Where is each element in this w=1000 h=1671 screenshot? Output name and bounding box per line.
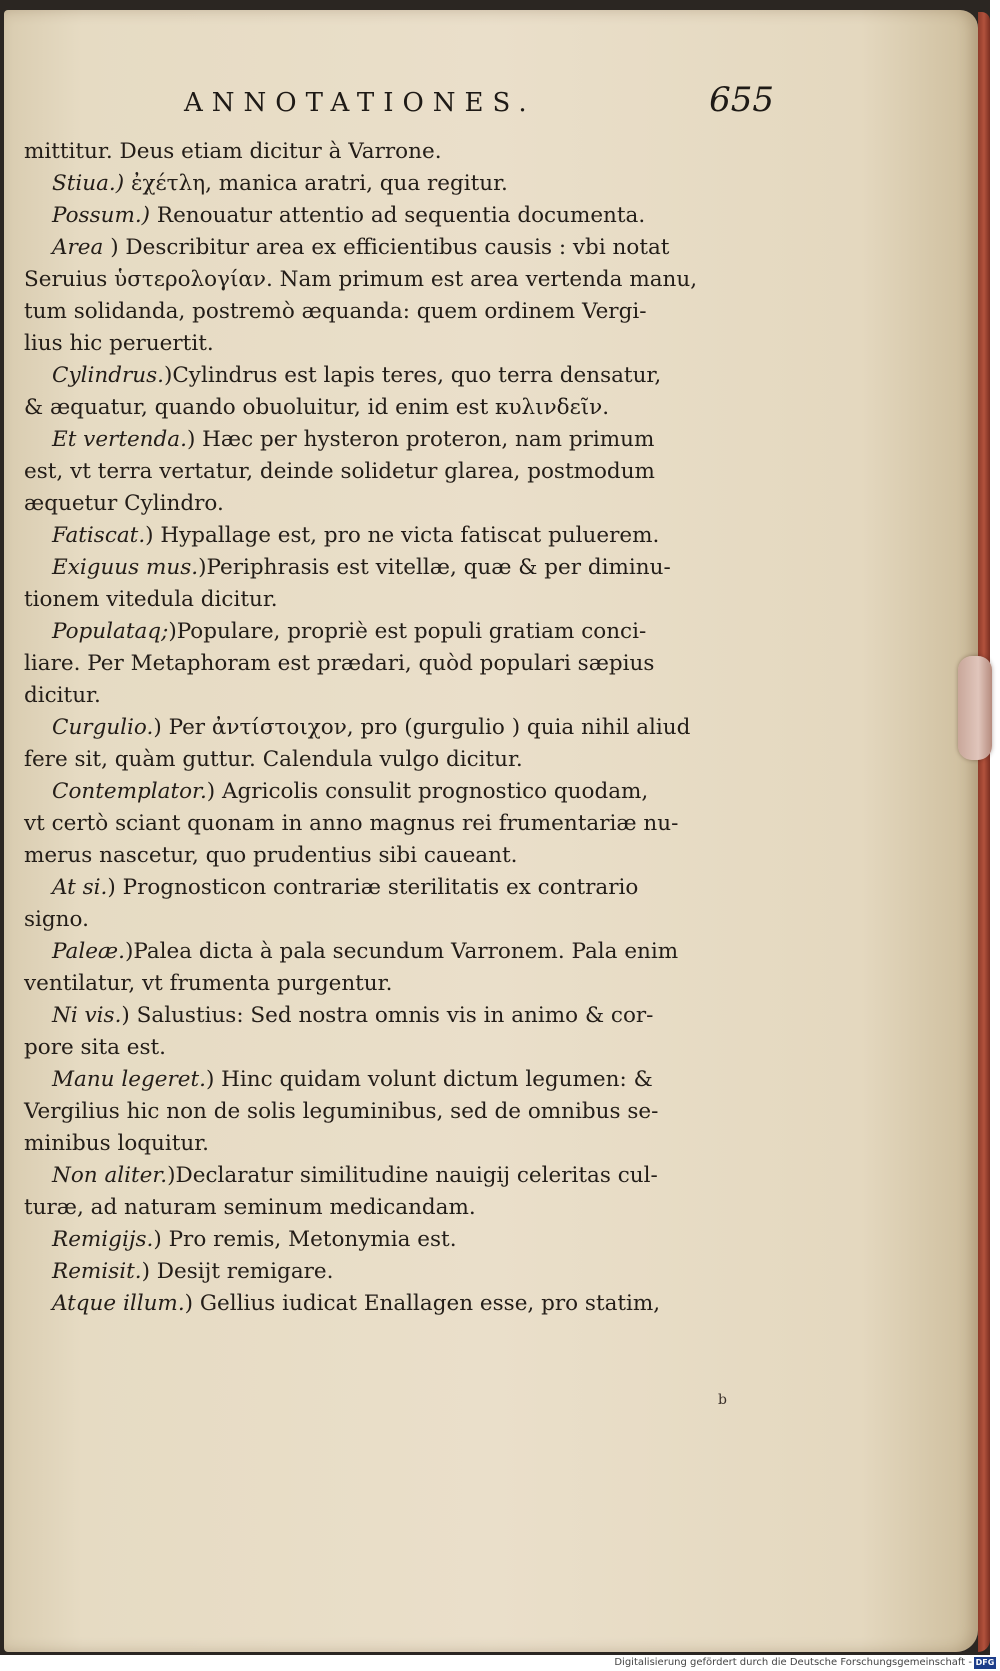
dfg-logo: DFG — [975, 1658, 995, 1667]
line-text: dicitur. — [24, 683, 101, 708]
lemma: Exiguus mus. — [52, 555, 199, 580]
text-line — [24, 968, 784, 1000]
line-text: ) Describitur area ex efficientibus causis : vbi notat — [103, 235, 670, 260]
text-line — [24, 744, 784, 776]
line-text: mittitur. Deus etiam dicitur à Varrone. — [24, 139, 442, 164]
lemma: Contemplator. — [52, 779, 207, 804]
text-line — [24, 552, 784, 584]
text-line — [24, 328, 784, 360]
line-text: ) Pro remis, Metonymia est. — [153, 1227, 457, 1252]
text-line — [24, 296, 784, 328]
line-text: ) Hæc per hysteron proteron, nam primum — [186, 427, 655, 452]
text-line — [24, 1064, 784, 1096]
signature-mark: b — [718, 1392, 727, 1408]
line-text: )Cylindrus est lapis teres, quo terra densatur, — [163, 363, 662, 388]
line-text: ) Hinc quidam volunt dictum legumen: & — [205, 1067, 653, 1092]
text-line — [24, 1032, 784, 1064]
text-line — [24, 1224, 784, 1256]
text-line — [24, 840, 784, 872]
line-text: ) Hypallage est, pro ne victa fatiscat puluerem. — [145, 523, 660, 548]
line-text: fere sit, quàm guttur. Calendula vulgo dicitur. — [24, 747, 523, 772]
lemma: Area — [52, 235, 104, 260]
line-text: tum solidanda, postremò æquanda: quem ordinem Vergi- — [24, 299, 647, 324]
line-text: ventilatur, vt frumenta purgentur. — [24, 971, 393, 996]
line-text: vt certò sciant quonam in anno magnus rei frumentariæ nu- — [24, 811, 679, 836]
line-text: ) Agricolis consulit prognostico quodam, — [206, 779, 649, 804]
text-line — [24, 232, 784, 264]
line-text: ) Prognosticon contrariæ sterilitatis ex contrario — [107, 875, 639, 900]
text-line — [24, 488, 784, 520]
thumb-tab — [958, 656, 992, 760]
book-fore-edge — [978, 12, 990, 1652]
line-text: ) Desijt remigare. — [141, 1259, 334, 1284]
text-line — [24, 680, 784, 712]
lemma: Et vertenda. — [52, 427, 187, 452]
text-line — [24, 1096, 784, 1128]
line-text: tionem vitedula dicitur. — [24, 587, 278, 612]
text-line — [24, 456, 784, 488]
line-text: Renouatur attentio ad sequentia documenta. — [150, 203, 646, 228]
page-number: 655 — [709, 80, 774, 120]
lemma: At si. — [52, 875, 108, 900]
line-text: minibus loquitur. — [24, 1131, 210, 1156]
line-text: merus nascetur, quo prudentius sibi caueant. — [24, 843, 518, 868]
line-text: est, vt terra vertatur, deinde solidetur glarea, postmodum — [24, 459, 655, 484]
lemma: Cylindrus. — [52, 363, 164, 388]
line-text: ) Per ἀντίστοιχον, pro (gurgulio ) quia nihil aliud — [153, 715, 691, 740]
text-line — [24, 808, 784, 840]
page-header — [184, 80, 774, 130]
lemma: Non aliter. — [52, 1163, 168, 1188]
text-line — [24, 264, 784, 296]
line-text: pore sita est. — [24, 1035, 166, 1060]
lemma: Atque illum. — [52, 1291, 185, 1316]
line-text: Vergilius hic non de solis leguminibus, sed de omnibus se- — [24, 1099, 659, 1124]
text-line — [24, 1000, 784, 1032]
text-line — [24, 520, 784, 552]
text-line — [24, 904, 784, 936]
book-page — [4, 10, 978, 1652]
lemma: Manu legeret. — [52, 1067, 206, 1092]
text-line — [24, 136, 784, 168]
text-line — [24, 712, 784, 744]
text-line — [24, 936, 784, 968]
dfg-credit-text: Digitalisierung gefördert durch die Deutsche Forschungsgemeinschaft - — [614, 1657, 972, 1668]
text-line — [24, 1288, 784, 1320]
line-text: & æquatur, quando obuoluitur, id enim est κυλινδεῖν. — [24, 395, 610, 420]
line-text: ) Salustius: Sed nostra omnis vis in animo & cor- — [121, 1003, 654, 1028]
running-head: ANNOTATIONES. — [184, 88, 536, 118]
lemma: Remisit. — [52, 1259, 142, 1284]
line-text: )Periphrasis est vitellæ, quæ & per diminu- — [198, 555, 671, 580]
text-line — [24, 648, 784, 680]
text-line — [24, 168, 784, 200]
line-text: ἐχέτλη, manica aratri, qua regitur. — [124, 171, 508, 196]
lemma: Fatiscat. — [52, 523, 146, 548]
text-line — [24, 616, 784, 648]
text-line — [24, 1160, 784, 1192]
line-text: ) Gellius iudicat Enallagen esse, pro statim, — [184, 1291, 661, 1316]
line-text: )Declaratur similitudine nauigij celeritas cul- — [167, 1163, 658, 1188]
line-text: Seruius ὑστερολογίαν. Nam primum est area vertenda manu, — [24, 267, 698, 292]
annotation-text — [24, 136, 784, 1320]
text-line — [24, 1256, 784, 1288]
line-text: liare. Per Metaphoram est prædari, quòd populari sæpius — [24, 651, 655, 676]
text-line — [24, 1192, 784, 1224]
line-text: signo. — [24, 907, 89, 932]
text-line — [24, 200, 784, 232]
line-text: )Palea dicta à pala secundum Varronem. Pala enim — [124, 939, 679, 964]
line-text: æquetur Cylindro. — [24, 491, 224, 516]
lemma: Curgulio. — [52, 715, 154, 740]
text-line — [24, 872, 784, 904]
line-text: )Populare, propriè est populi gratiam conci- — [168, 619, 647, 644]
lemma: Possum.) — [52, 203, 151, 228]
text-line — [24, 1128, 784, 1160]
lemma: Paleæ. — [52, 939, 125, 964]
lemma: Populataq; — [52, 619, 169, 644]
lemma: Ni vis. — [52, 1003, 122, 1028]
text-line — [24, 392, 784, 424]
lemma: Stiua.) — [52, 171, 125, 196]
text-line — [24, 424, 784, 456]
text-line — [24, 776, 784, 808]
text-line — [24, 584, 784, 616]
line-text: lius hic peruertit. — [24, 331, 214, 356]
lemma: Remigijs. — [52, 1227, 154, 1252]
text-line — [24, 360, 784, 392]
line-text: turæ, ad naturam seminum medicandam. — [24, 1195, 476, 1220]
